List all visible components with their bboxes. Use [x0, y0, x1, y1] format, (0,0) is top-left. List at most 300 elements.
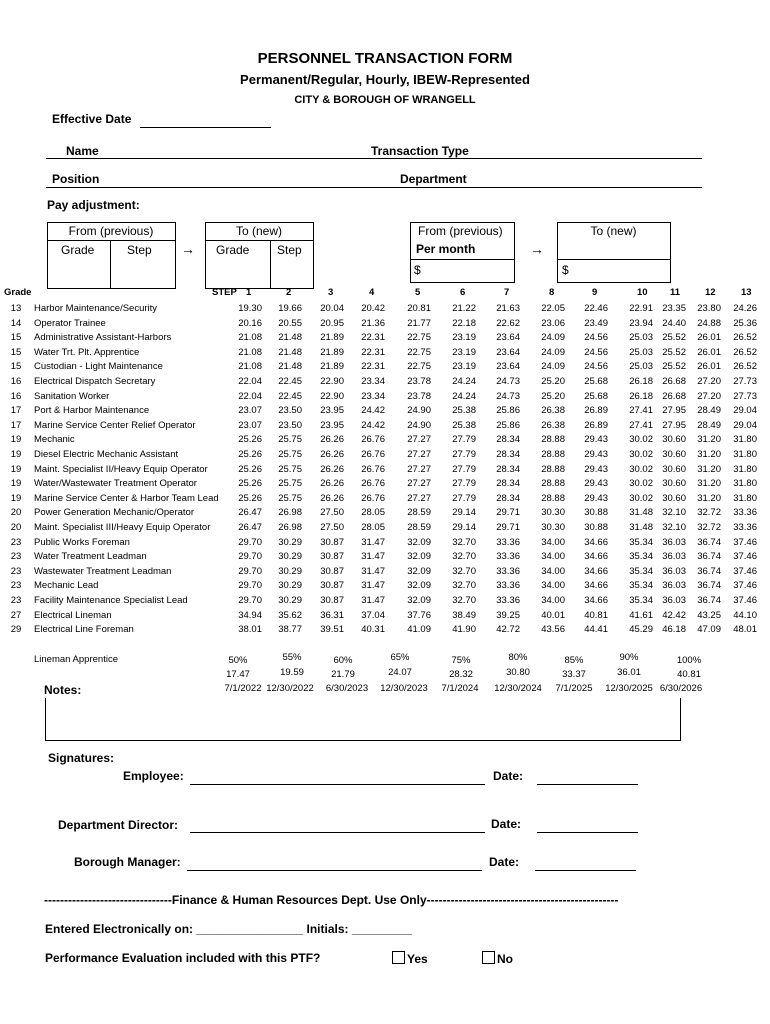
rate-cell: 30.29 [278, 565, 302, 577]
title-cell: Marine Service Center Relief Operator [34, 419, 196, 431]
employee-date-field[interactable] [537, 784, 638, 785]
rate-cell: 31.20 [697, 492, 721, 504]
rate-cell: 31.80 [733, 492, 757, 504]
rate-cell: 26.26 [320, 463, 344, 475]
apprentice-percent: 100% [676, 655, 702, 666]
rate-cell: 25.52 [662, 332, 686, 344]
rate-cell: 27.79 [452, 449, 476, 460]
entered-electronically-line[interactable]: Entered Electronically on: ________________ Initials: _________ [45, 922, 412, 936]
rate-cell: 28.34 [496, 449, 520, 460]
title-cell: Electrical Dispatch Secretary [34, 376, 156, 387]
rate-cell: 44.41 [584, 624, 608, 636]
rate-cell: 25.86 [496, 405, 520, 417]
rate-cell: 29.70 [238, 551, 262, 563]
rate-cell: 31.47 [361, 551, 385, 563]
rate-cell: 28.88 [541, 478, 565, 490]
rate-cell: 27.27 [407, 478, 431, 490]
table-row [0, 507, 770, 521]
apprentice-percent: 75% [451, 655, 471, 666]
manager-signature-field[interactable] [187, 870, 482, 871]
rate-cell: 23.50 [278, 419, 302, 431]
position-department-field[interactable] [46, 187, 702, 188]
rate-cell: 27.27 [407, 449, 431, 460]
rate-cell: 32.10 [662, 522, 686, 533]
apprentice-date: 7/1/2024 [441, 683, 479, 694]
apprentice-percent: 65% [390, 652, 410, 663]
rate-cell: 26.89 [584, 419, 608, 431]
rate-cell: 25.03 [629, 332, 653, 344]
rate-cell: 23.19 [452, 361, 476, 373]
rate-cell: 32.10 [662, 507, 686, 519]
grade-cell: 14 [10, 317, 22, 329]
rate-cell: 29.43 [584, 434, 608, 446]
rate-cell: 30.02 [629, 463, 653, 475]
rate-cell: 34.00 [541, 580, 565, 592]
table-row [0, 332, 770, 346]
rate-cell: 31.47 [361, 536, 385, 548]
rate-cell: 25.26 [238, 478, 262, 490]
grade-cell: 19 [10, 463, 22, 475]
rate-cell: 30.87 [320, 536, 344, 548]
rate-cell: 21.63 [496, 303, 520, 314]
rate-cell: 22.75 [407, 346, 431, 358]
apprentice-rate: 40.81 [677, 669, 701, 680]
rate-cell: 24.90 [407, 405, 431, 417]
table-row [0, 566, 770, 580]
rate-cell: 21.48 [278, 361, 302, 373]
rate-cell: 30.60 [662, 463, 686, 475]
rate-cell: 31.47 [361, 595, 385, 606]
step-number: 11 [670, 287, 681, 298]
rate-cell: 43.56 [541, 624, 565, 636]
form-subtitle: Permanent/Regular, Hourly, IBEW-Represented [240, 72, 530, 87]
rate-cell: 34.00 [541, 536, 565, 548]
apprentice-percent: 80% [508, 652, 528, 663]
rate-cell: 26.38 [541, 419, 565, 431]
apprentice-percent: 55% [282, 652, 302, 663]
rate-cell: 25.86 [496, 419, 520, 431]
rate-cell: 30.60 [662, 478, 686, 490]
rate-cell: 27.41 [629, 405, 653, 417]
rate-cell: 27.95 [662, 419, 686, 431]
rate-cell: 36.03 [662, 536, 686, 548]
title-cell: Harbor Maintenance/Security [34, 303, 158, 314]
rate-cell: 23.49 [584, 317, 608, 329]
grade-cell: 15 [10, 346, 22, 358]
step-number: 7 [504, 287, 510, 298]
rate-cell: 30.29 [278, 580, 302, 592]
rate-cell: 22.04 [238, 376, 262, 387]
name-transaction-field[interactable] [46, 158, 702, 159]
rate-cell: 25.26 [238, 492, 262, 504]
rate-cell: 24.42 [361, 405, 385, 417]
rate-cell: 21.08 [238, 361, 262, 373]
rate-cell: 27.27 [407, 463, 431, 475]
rate-cell: 26.52 [733, 346, 757, 358]
table-row [0, 434, 770, 448]
rate-cell: 32.09 [407, 565, 431, 577]
rate-cell: 45.29 [629, 624, 653, 636]
rate-cell: 25.75 [278, 492, 302, 504]
rate-cell: 27.41 [629, 419, 653, 431]
to-grade-label: Grade [216, 243, 250, 257]
apprentice-date: 7/1/2025 [555, 683, 593, 694]
rate-cell: 26.52 [733, 361, 757, 373]
rate-cell: 29.70 [238, 536, 262, 548]
rate-cell: 33.36 [733, 507, 757, 519]
rate-cell: 22.31 [361, 332, 385, 344]
rate-cell: 40.31 [361, 624, 385, 636]
apprentice-percent: 50% [228, 655, 248, 666]
table-row [0, 318, 770, 332]
rate-cell: 23.19 [452, 332, 476, 344]
apprentice-date: 12/30/2024 [494, 683, 542, 694]
effective-date-label: Effective Date [52, 112, 132, 126]
employee-signature-field[interactable] [190, 784, 485, 785]
rate-cell: 33.36 [496, 580, 520, 592]
no-checkbox[interactable] [482, 951, 495, 964]
step-number: 5 [415, 287, 421, 298]
table-row [0, 493, 770, 507]
yes-option[interactable] [392, 951, 428, 966]
title-cell: Power Generation Mechanic/Operator [34, 507, 194, 519]
rate-cell: 30.60 [662, 449, 686, 460]
title-cell: Custodian - Light Maintenance [34, 361, 163, 373]
rate-cell: 26.68 [662, 390, 686, 402]
rate-cell: 35.34 [629, 551, 653, 563]
rate-cell: 36.74 [697, 580, 721, 592]
rate-cell: 26.76 [361, 449, 385, 460]
rate-cell: 29.04 [733, 405, 757, 417]
rate-cell: 30.88 [584, 507, 608, 519]
rate-cell: 24.56 [584, 332, 608, 344]
rate-cell: 36.74 [697, 536, 721, 548]
rate-cell: 27.73 [733, 390, 757, 402]
rate-cell: 33.36 [496, 565, 520, 577]
title-cell: Mechanic Lead [34, 580, 99, 592]
apprentice-title: Lineman Apprentice [34, 654, 118, 665]
effective-date-field[interactable] [140, 127, 271, 128]
rate-cell: 31.20 [697, 478, 721, 490]
rate-cell: 26.26 [320, 478, 344, 490]
rate-cell: 27.79 [452, 492, 476, 504]
rate-cell: 23.34 [361, 376, 385, 387]
rate-cell: 30.30 [541, 507, 565, 519]
grade-cell: 17 [10, 419, 22, 431]
rate-cell: 31.20 [697, 434, 721, 446]
rate-cell: 25.26 [238, 434, 262, 446]
rate-cell: 30.87 [320, 595, 344, 606]
rate-cell: 20.42 [361, 303, 385, 314]
rate-cell: 34.66 [584, 580, 608, 592]
rate-cell: 25.75 [278, 449, 302, 460]
rate-cell: 23.07 [238, 405, 262, 417]
rate-cell: 25.20 [541, 390, 565, 402]
from-previous-label: From (previous) [68, 224, 154, 238]
rate-cell: 26.98 [278, 507, 302, 519]
rate-cell: 32.09 [407, 580, 431, 592]
from-column-divider [110, 240, 111, 288]
apprentice-percent: 85% [564, 655, 584, 666]
rate-cell: 33.36 [496, 536, 520, 548]
rate-cell: 33.36 [733, 522, 757, 533]
rate-cell: 23.35 [662, 303, 686, 314]
rate-cell: 26.01 [697, 346, 721, 358]
rate-cell: 24.24 [452, 376, 476, 387]
director-date-field[interactable] [537, 832, 638, 833]
rate-cell: 20.16 [238, 317, 262, 329]
rate-cell: 26.26 [320, 449, 344, 460]
rate-cell: 31.48 [629, 522, 653, 533]
rate-cell: 22.05 [541, 303, 565, 314]
step-header: STEP [212, 287, 237, 298]
rate-cell: 26.01 [697, 332, 721, 344]
apprentice-rate: 17.47 [226, 669, 250, 680]
notes-field[interactable] [45, 698, 681, 741]
rate-cell: 23.50 [278, 405, 302, 417]
to-per-month-divider [557, 259, 670, 260]
title-cell: Water Trt. Plt. Apprentice [34, 346, 140, 358]
apprentice-rate: 36.01 [617, 667, 641, 678]
rate-cell: 43.25 [697, 609, 721, 621]
rate-cell: 23.19 [452, 346, 476, 358]
table-row [0, 522, 770, 536]
rate-cell: 25.68 [584, 390, 608, 402]
to-per-month-new-label: To (new) [590, 224, 637, 238]
title-cell: Operator Trainee [34, 317, 106, 329]
rate-cell: 37.46 [733, 595, 757, 606]
title-cell: Diesel Electric Mechanic Assistant [34, 449, 179, 460]
rate-cell: 39.51 [320, 624, 344, 636]
from-dollar-sign: $ [414, 263, 421, 277]
step-number: 4 [369, 287, 375, 298]
step-number: 2 [286, 287, 292, 298]
table-row [0, 405, 770, 419]
rate-cell: 30.60 [662, 434, 686, 446]
rate-cell: 29.43 [584, 463, 608, 475]
rate-cell: 22.31 [361, 361, 385, 373]
rate-cell: 21.08 [238, 346, 262, 358]
rate-cell: 29.70 [238, 580, 262, 592]
rate-cell: 31.80 [733, 478, 757, 490]
title-cell: Maint. Specialist II/Heavy Equip Operator [34, 463, 208, 475]
grade-cell: 27 [10, 609, 22, 621]
per-month-label: Per month [416, 242, 476, 256]
rate-cell: 36.74 [697, 551, 721, 563]
grade-cell: 16 [10, 376, 22, 387]
yes-label: Yes [407, 952, 428, 966]
rate-cell: 30.29 [278, 595, 302, 606]
rate-cell: 23.94 [629, 317, 653, 329]
rate-cell: 28.34 [496, 434, 520, 446]
grade-cell: 17 [10, 405, 22, 417]
pay-adjustment-label: Pay adjustment: [47, 198, 140, 212]
step-number: 6 [460, 287, 466, 298]
to-new-label: To (new) [235, 224, 282, 238]
rate-cell: 35.34 [629, 580, 653, 592]
rate-cell: 36.03 [662, 565, 686, 577]
rate-cell: 35.62 [278, 609, 302, 621]
rate-cell: 22.18 [452, 317, 476, 329]
rate-cell: 24.88 [697, 317, 721, 329]
apprentice-percent: 60% [333, 655, 353, 666]
rate-cell: 31.48 [629, 507, 653, 519]
title-cell: Port & Harbor Maintenance [34, 405, 150, 417]
rate-cell: 26.68 [662, 376, 686, 387]
signatures-heading: Signatures: [48, 751, 115, 765]
yes-checkbox[interactable] [392, 951, 405, 964]
from-per-month-divider [410, 259, 514, 260]
table-row [0, 449, 770, 463]
rate-cell: 47.09 [697, 624, 721, 636]
manager-label: Borough Manager: [74, 855, 181, 869]
rate-cell: 23.34 [361, 390, 385, 402]
rate-cell: 28.49 [697, 419, 721, 431]
grade-cell: 16 [10, 390, 22, 402]
rate-cell: 21.89 [320, 346, 344, 358]
from-grade-label: Grade [61, 243, 95, 257]
rate-cell: 34.66 [584, 565, 608, 577]
grade-cell: 23 [10, 580, 22, 592]
form-title: PERSONNEL TRANSACTION FORM [257, 50, 513, 67]
director-signature-field[interactable] [190, 832, 485, 833]
rate-cell: 30.02 [629, 492, 653, 504]
table-row [0, 551, 770, 565]
title-cell: Wastewater Treatment Leadman [34, 565, 172, 577]
rate-cell: 32.70 [452, 565, 476, 577]
title-cell: Water Treatment Leadman [34, 551, 147, 563]
rate-cell: 21.36 [361, 317, 385, 329]
rate-cell: 30.87 [320, 565, 344, 577]
rate-cell: 25.38 [452, 405, 476, 417]
rate-cell: 26.38 [541, 405, 565, 417]
title-cell: Administrative Assistant-Harbors [34, 332, 172, 344]
rate-cell: 26.26 [320, 492, 344, 504]
manager-date-label: Date: [489, 855, 520, 869]
rate-cell: 24.73 [496, 390, 520, 402]
notes-label: Notes: [44, 683, 82, 697]
rate-cell: 20.95 [320, 317, 344, 329]
apprentice-percent: 90% [619, 652, 639, 663]
rate-cell: 24.56 [584, 361, 608, 373]
rate-cell: 22.45 [278, 390, 302, 402]
rate-cell: 36.03 [662, 595, 686, 606]
rate-cell: 22.90 [320, 390, 344, 402]
apprentice-date: 6/30/2026 [659, 683, 703, 694]
rate-cell: 46.18 [662, 624, 686, 636]
table-row [0, 376, 770, 390]
rate-cell: 41.61 [629, 609, 653, 621]
rate-cell: 24.56 [584, 346, 608, 358]
rate-cell: 29.70 [238, 565, 262, 577]
grade-cell: 19 [10, 449, 22, 460]
rate-cell: 26.18 [629, 376, 653, 387]
grade-cell: 23 [10, 536, 22, 548]
rate-cell: 19.66 [278, 303, 302, 314]
rate-cell: 24.42 [361, 419, 385, 431]
rate-cell: 30.87 [320, 580, 344, 592]
grade-cell: 15 [10, 361, 22, 373]
city-name: CITY & BOROUGH OF WRANGELL [294, 94, 476, 106]
title-cell: Public Works Foreman [34, 536, 130, 548]
rate-cell: 33.36 [496, 551, 520, 563]
grade-cell: 13 [10, 303, 22, 314]
rate-cell: 29.14 [452, 522, 476, 533]
name-label: Name [66, 144, 99, 158]
rate-cell: 22.90 [320, 376, 344, 387]
rate-cell: 20.04 [320, 303, 344, 314]
rate-cell: 30.02 [629, 434, 653, 446]
rate-cell: 23.07 [238, 419, 262, 431]
rate-cell: 48.01 [733, 624, 757, 636]
rate-cell: 24.09 [541, 361, 565, 373]
table-row [0, 361, 770, 375]
title-cell: Facility Maintenance Specialist Lead [34, 595, 188, 606]
manager-date-field[interactable] [535, 870, 636, 871]
rate-cell: 28.49 [697, 405, 721, 417]
no-option[interactable] [482, 951, 513, 966]
grade-header: Grade [4, 287, 32, 298]
rate-cell: 22.45 [278, 376, 302, 387]
rate-cell: 21.77 [407, 317, 431, 329]
rate-cell: 23.80 [697, 303, 721, 314]
grade-cell: 23 [10, 595, 22, 606]
rate-cell: 26.52 [733, 332, 757, 344]
rate-cell: 36.03 [662, 580, 686, 592]
rate-cell: 26.76 [361, 492, 385, 504]
rate-cell: 23.64 [496, 332, 520, 344]
rate-cell: 40.01 [541, 609, 565, 621]
rate-cell: 34.94 [238, 609, 262, 621]
rate-cell: 42.42 [662, 609, 686, 621]
grade-cell: 19 [10, 478, 22, 490]
title-cell: Water/Wastewater Treatment Operator [34, 478, 197, 490]
rate-cell: 39.25 [496, 609, 520, 621]
apprentice-rate: 21.79 [331, 669, 355, 680]
rate-cell: 33.36 [496, 595, 520, 606]
to-dollar-sign: $ [562, 263, 569, 277]
rate-cell: 36.74 [697, 595, 721, 606]
employee-date-label: Date: [493, 769, 524, 783]
rate-cell: 27.79 [452, 478, 476, 490]
rate-cell: 27.50 [320, 507, 344, 519]
rate-cell: 27.27 [407, 492, 431, 504]
rate-cell: 32.72 [697, 522, 721, 533]
grade-cell: 23 [10, 551, 22, 563]
rate-cell: 37.76 [407, 609, 431, 621]
rate-cell: 34.66 [584, 551, 608, 563]
table-row [0, 610, 770, 624]
rate-cell: 24.09 [541, 346, 565, 358]
rate-cell: 25.68 [584, 376, 608, 387]
rate-cell: 24.09 [541, 332, 565, 344]
rate-cell: 28.88 [541, 434, 565, 446]
rate-cell: 25.75 [278, 478, 302, 490]
rate-cell: 21.08 [238, 332, 262, 344]
table-row [0, 464, 770, 478]
position-label: Position [52, 172, 100, 186]
rate-cell: 36.03 [662, 551, 686, 563]
rate-cell: 35.34 [629, 536, 653, 548]
apprentice-rate: 24.07 [388, 667, 412, 678]
rate-cell: 44.10 [733, 609, 757, 621]
rate-cell: 37.46 [733, 551, 757, 563]
rate-cell: 34.66 [584, 536, 608, 548]
rate-cell: 26.76 [361, 434, 385, 446]
arrow-right-icon: → [181, 241, 195, 257]
rate-cell: 23.78 [407, 376, 431, 387]
apprentice-date: 12/30/2025 [605, 683, 653, 694]
